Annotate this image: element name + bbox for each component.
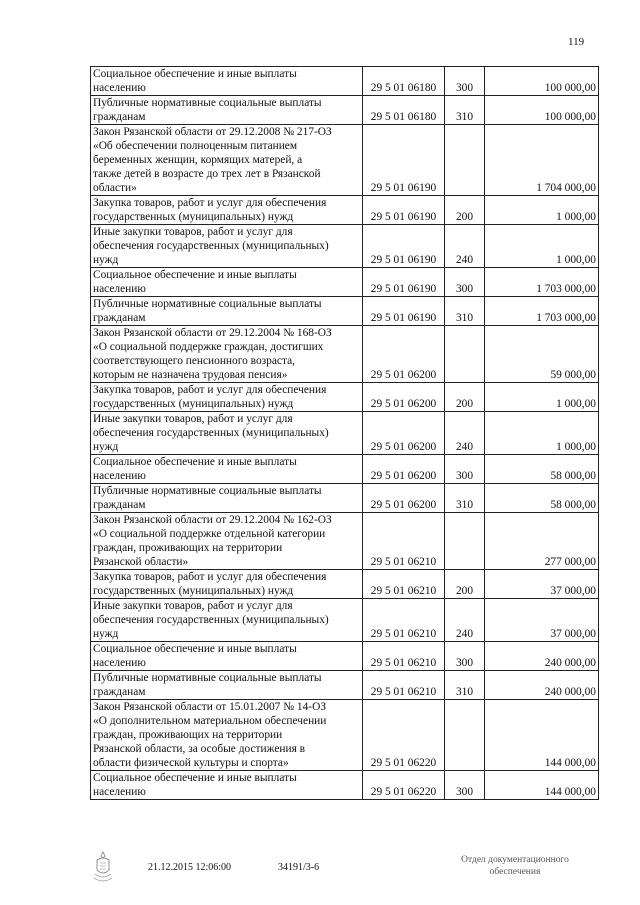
- row-code: 29 5 01 06200: [363, 484, 445, 513]
- table-row: [91, 268, 599, 297]
- row-code: 29 5 01 06190: [363, 297, 445, 326]
- row-code: 29 5 01 06190: [363, 268, 445, 297]
- row-sum: 1 703 000,00: [485, 268, 599, 297]
- page-number: 119: [568, 36, 585, 48]
- row-name: Социальное обеспечение и иные выплаты населению: [91, 771, 363, 800]
- row-sum: 1 000,00: [485, 383, 599, 412]
- budget-table: [90, 66, 599, 800]
- row-name: Социальное обеспечение и иные выплаты населению: [91, 455, 363, 484]
- row-expense-type: 200: [445, 383, 485, 412]
- table-row: [91, 671, 599, 700]
- footer-department: Отдел документационного обеспечения: [461, 855, 569, 877]
- row-name: Публичные нормативные социальные выплаты гражданам: [91, 96, 363, 125]
- row-expense-type: 200: [445, 196, 485, 225]
- row-sum: 1 704 000,00: [485, 125, 599, 196]
- row-expense-type: 300: [445, 67, 485, 96]
- table-row: [91, 484, 599, 513]
- row-code: 29 5 01 06210: [363, 642, 445, 671]
- row-expense-type: 200: [445, 570, 485, 599]
- row-name: Закупка товаров, работ и услуг для обеспечения государственных (муниципальных) нужд: [91, 570, 363, 599]
- table-row: [91, 67, 599, 96]
- row-name: Иные закупки товаров, работ и услуг для обеспечения государственных (муниципальных) нужд: [91, 599, 363, 642]
- table-row: [91, 297, 599, 326]
- table-row: [91, 771, 599, 800]
- row-code: 29 5 01 06180: [363, 96, 445, 125]
- row-expense-type: 300: [445, 455, 485, 484]
- row-expense-type: 310: [445, 484, 485, 513]
- row-sum: 37 000,00: [485, 570, 599, 599]
- row-expense-type: 300: [445, 642, 485, 671]
- row-code: 29 5 01 06190: [363, 225, 445, 268]
- row-code: 29 5 01 06220: [363, 700, 445, 771]
- row-code: 29 5 01 06210: [363, 599, 445, 642]
- row-code: 29 5 01 06200: [363, 326, 445, 383]
- row-code: 29 5 01 06210: [363, 570, 445, 599]
- row-expense-type: [445, 700, 485, 771]
- table-row: [91, 125, 599, 196]
- row-name: Иные закупки товаров, работ и услуг для обеспечения государственных (муниципальных) нужд: [91, 225, 363, 268]
- row-sum: 1 703 000,00: [485, 297, 599, 326]
- row-name: Закупка товаров, работ и услуг для обеспечения государственных (муниципальных) нужд: [91, 196, 363, 225]
- row-name: Социальное обеспечение и иные выплаты населению: [91, 67, 363, 96]
- row-sum: 100 000,00: [485, 96, 599, 125]
- row-sum: 1 000,00: [485, 412, 599, 455]
- row-sum: 144 000,00: [485, 771, 599, 800]
- table-row: [91, 599, 599, 642]
- row-expense-type: 240: [445, 599, 485, 642]
- row-name: Закон Рязанской области от 15.01.2007 № 14-ОЗ «О дополнительном материальном обеспечении граждан, проживающих на территории Рязанской области, за особые достижения в области физической культуры и спорта»: [91, 700, 363, 771]
- row-expense-type: [445, 125, 485, 196]
- row-name: Иные закупки товаров, работ и услуг для обеспечения государственных (муниципальных) нужд: [91, 412, 363, 455]
- table-row: [91, 642, 599, 671]
- row-name: Социальное обеспечение и иные выплаты населению: [91, 642, 363, 671]
- table-row: [91, 96, 599, 125]
- table-row: [91, 513, 599, 570]
- table-row: [91, 225, 599, 268]
- row-expense-type: 300: [445, 268, 485, 297]
- row-sum: 58 000,00: [485, 484, 599, 513]
- row-code: 29 5 01 06200: [363, 455, 445, 484]
- row-expense-type: [445, 326, 485, 383]
- table-row: [91, 412, 599, 455]
- row-sum: 240 000,00: [485, 671, 599, 700]
- row-code: 29 5 01 06220: [363, 771, 445, 800]
- row-expense-type: 310: [445, 671, 485, 700]
- table-row: [91, 326, 599, 383]
- row-name: Публичные нормативные социальные выплаты гражданам: [91, 297, 363, 326]
- row-sum: 144 000,00: [485, 700, 599, 771]
- row-code: 29 5 01 06190: [363, 196, 445, 225]
- table-row: [91, 455, 599, 484]
- row-name: Публичные нормативные социальные выплаты гражданам: [91, 671, 363, 700]
- row-sum: 277 000,00: [485, 513, 599, 570]
- table-row: [91, 383, 599, 412]
- row-name: Закупка товаров, работ и услуг для обеспечения государственных (муниципальных) нужд: [91, 383, 363, 412]
- row-sum: 240 000,00: [485, 642, 599, 671]
- row-name: Социальное обеспечение и иные выплаты населению: [91, 268, 363, 297]
- row-expense-type: 240: [445, 225, 485, 268]
- row-name: Публичные нормативные социальные выплаты гражданам: [91, 484, 363, 513]
- footer: [0, 850, 640, 890]
- table-row: [91, 700, 599, 771]
- footer-doc-number: 34191/3-6: [278, 862, 320, 873]
- row-code: 29 5 01 06210: [363, 671, 445, 700]
- row-sum: 1 000,00: [485, 225, 599, 268]
- row-sum: 37 000,00: [485, 599, 599, 642]
- row-expense-type: 300: [445, 771, 485, 800]
- row-sum: 100 000,00: [485, 67, 599, 96]
- row-name: Закон Рязанской области от 29.12.2008 № 217-ОЗ «Об обеспечении полноценным питанием беременных женщин, кормящих матерей, а также детей в возрасте до трех лет в Рязанской области»: [91, 125, 363, 196]
- row-code: 29 5 01 06210: [363, 513, 445, 570]
- row-name: Закон Рязанской области от 29.12.2004 № 168-ОЗ «О социальной поддержке граждан, достигших соответствующего пенсионного возраста, которым не назначена трудовая пенсия»: [91, 326, 363, 383]
- row-expense-type: 310: [445, 297, 485, 326]
- footer-date: 21.12.2015 12:06:00: [148, 862, 232, 873]
- row-code: 29 5 01 06200: [363, 412, 445, 455]
- table-row: [91, 570, 599, 599]
- table-row: [91, 196, 599, 225]
- row-code: 29 5 01 06180: [363, 67, 445, 96]
- coat-of-arms-icon: [92, 850, 114, 884]
- row-sum: 1 000,00: [485, 196, 599, 225]
- row-name: Закон Рязанской области от 29.12.2004 № 162-ОЗ «О социальной поддержке отдельной категории граждан, проживающих на территории Рязанской области»: [91, 513, 363, 570]
- row-sum: 59 000,00: [485, 326, 599, 383]
- budget-table-body: [91, 67, 599, 800]
- row-expense-type: 240: [445, 412, 485, 455]
- row-code: 29 5 01 06200: [363, 383, 445, 412]
- row-expense-type: [445, 513, 485, 570]
- row-sum: 58 000,00: [485, 455, 599, 484]
- row-code: 29 5 01 06190: [363, 125, 445, 196]
- row-expense-type: 310: [445, 96, 485, 125]
